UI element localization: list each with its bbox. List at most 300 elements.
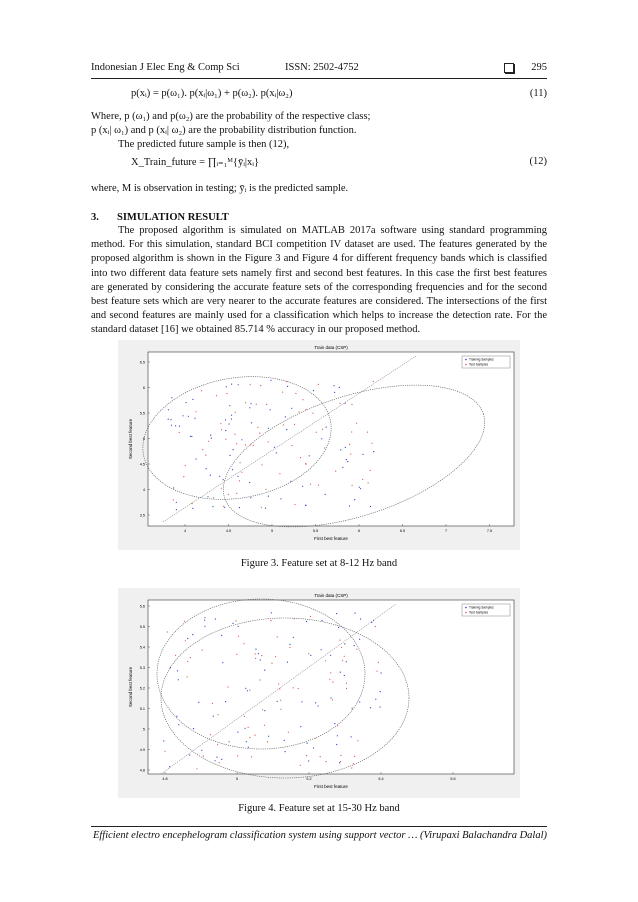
figure-4-caption: Figure 4. Feature set at 15-30 Hz band: [238, 803, 400, 814]
footer-rule: [91, 826, 547, 827]
data-point: [259, 679, 260, 680]
data-point: [354, 645, 355, 646]
data-point: [189, 754, 190, 755]
data-point: [203, 756, 204, 757]
data-point: [370, 506, 371, 507]
data-point: [190, 657, 191, 658]
figure-3: [118, 340, 520, 550]
y-tick-label: 5.2: [139, 686, 145, 691]
data-point: [332, 682, 333, 683]
data-point: [315, 702, 316, 703]
data-point: [349, 505, 350, 506]
data-point: [268, 496, 269, 497]
data-point: [216, 395, 217, 396]
data-point: [280, 700, 281, 701]
data-point: [245, 728, 246, 729]
x-tick-label: 5.2: [306, 777, 312, 781]
y-tick-label: 5: [142, 727, 145, 732]
data-point: [306, 409, 307, 410]
data-point: [300, 726, 301, 727]
legend: [462, 356, 510, 368]
y-tick-label: 3.5: [139, 513, 145, 518]
y-tick-label: 5.4: [139, 645, 145, 650]
data-point: [237, 732, 238, 733]
data-point: [205, 455, 206, 456]
data-point: [202, 650, 203, 651]
data-point: [288, 732, 289, 733]
data-point: [250, 497, 251, 498]
data-point: [233, 449, 234, 450]
data-point: [192, 634, 193, 635]
data-point: [277, 636, 278, 637]
data-point: [353, 763, 354, 764]
legend-marker: [465, 612, 467, 614]
data-point: [178, 724, 179, 725]
data-point: [239, 480, 240, 481]
data-point: [313, 390, 314, 391]
data-point: [229, 455, 230, 456]
y-tick-label: 5: [142, 436, 145, 441]
data-point: [302, 486, 303, 487]
data-point: [349, 444, 350, 445]
data-point: [241, 439, 242, 440]
data-point: [250, 384, 251, 385]
x-tick-label: 5.4: [378, 777, 384, 781]
data-point: [283, 424, 284, 425]
data-point: [285, 751, 286, 752]
data-point: [173, 499, 174, 500]
data-point: [285, 416, 286, 417]
data-point: [175, 655, 176, 656]
data-point: [255, 649, 256, 650]
data-point: [339, 387, 340, 388]
data-point: [306, 621, 307, 622]
data-point: [321, 620, 322, 621]
data-point: [235, 620, 236, 621]
data-point: [229, 405, 230, 406]
data-point: [237, 476, 238, 477]
legend-marker: [465, 364, 467, 366]
data-point: [305, 505, 306, 506]
data-point: [316, 432, 317, 433]
data-point: [192, 399, 193, 400]
data-point: [302, 399, 303, 400]
data-point: [221, 635, 222, 636]
data-point: [380, 691, 381, 692]
data-point: [265, 489, 266, 490]
data-point: [359, 639, 360, 640]
data-point: [179, 432, 180, 433]
data-point: [282, 392, 283, 393]
data-point: [211, 438, 212, 439]
data-point: [371, 622, 372, 623]
data-point: [217, 744, 218, 745]
data-point: [373, 451, 374, 452]
data-point: [170, 667, 171, 668]
data-point: [294, 504, 295, 505]
legend: [462, 604, 510, 616]
data-point: [251, 756, 252, 757]
data-point: [219, 476, 220, 477]
data-point: [210, 734, 211, 735]
equation-12-number: (12): [529, 156, 547, 167]
data-point: [357, 740, 358, 741]
x-tick-label: 5.6: [450, 777, 456, 781]
data-point: [249, 690, 250, 691]
data-point: [228, 686, 229, 687]
data-point: [267, 741, 268, 742]
footer-text: Efficient electro encephelogram classification system using support vector … (Virupaxi Balachandra Dalal): [92, 830, 547, 841]
where-line-1: Where, p (ω₁) and p(ω₂) are the probability of the respective class;: [91, 111, 371, 122]
data-point: [334, 385, 335, 386]
data-point: [187, 661, 188, 662]
data-point: [345, 403, 346, 404]
data-point: [351, 767, 352, 768]
data-point: [298, 411, 299, 412]
data-point: [309, 455, 310, 456]
data-point: [352, 485, 353, 486]
data-point: [346, 688, 347, 689]
where-line-2: p (xᵢ| ω₁) and p (xᵢ| ω₂) are the probability distribution function.: [91, 125, 357, 136]
data-point: [377, 671, 378, 672]
data-point: [232, 623, 233, 624]
x-tick-label: 6.5: [399, 529, 406, 533]
data-point: [175, 425, 176, 426]
data-point: [271, 612, 272, 613]
data-point: [322, 429, 323, 430]
data-point: [321, 438, 322, 439]
y-tick-label: 4.9: [139, 747, 145, 752]
data-point: [225, 701, 226, 702]
data-point: [210, 475, 211, 476]
data-point: [183, 415, 184, 416]
data-point: [284, 740, 285, 741]
data-point: [241, 472, 242, 473]
data-point: [245, 444, 246, 445]
data-point: [351, 404, 352, 405]
data-point: [276, 452, 277, 453]
x-tick-label: 7.5: [486, 529, 493, 533]
data-point: [318, 705, 319, 706]
data-point: [169, 766, 170, 767]
data-point: [247, 690, 248, 691]
data-point: [250, 444, 251, 445]
data-point: [370, 707, 371, 708]
data-point: [268, 428, 269, 429]
data-point: [345, 447, 346, 448]
data-point: [359, 701, 360, 702]
data-point: [188, 416, 189, 417]
data-point: [293, 687, 294, 688]
data-point: [344, 656, 345, 657]
data-point: [232, 469, 233, 470]
data-point: [318, 384, 319, 385]
data-point: [249, 737, 250, 738]
data-point: [240, 462, 241, 463]
data-point: [204, 617, 205, 618]
data-point: [278, 683, 279, 684]
data-point: [231, 384, 232, 385]
data-point: [362, 454, 363, 455]
data-point: [225, 439, 226, 440]
data-point: [258, 653, 259, 654]
data-point: [342, 467, 343, 468]
data-point: [368, 482, 369, 483]
data-point: [308, 653, 309, 654]
data-point: [259, 433, 260, 434]
data-point: [291, 445, 292, 446]
data-point: [305, 463, 306, 464]
data-point: [222, 662, 223, 663]
legend-label: Training Samples: [469, 605, 494, 610]
data-point: [340, 403, 341, 404]
data-point: [238, 636, 239, 637]
data-point: [315, 738, 316, 739]
data-point: [260, 385, 261, 386]
x-tick-label: 5: [270, 529, 274, 533]
data-point: [286, 381, 287, 382]
data-point: [265, 508, 266, 509]
data-point: [245, 402, 246, 403]
data-point: [264, 670, 265, 671]
data-point: [212, 506, 213, 507]
data-point: [307, 743, 308, 744]
x-tick-label: 4: [183, 529, 187, 533]
data-point: [256, 404, 257, 405]
equation-11-number: (11): [529, 88, 547, 99]
data-point: [231, 415, 232, 416]
y-tick-label: 5.1: [139, 706, 145, 711]
data-point: [294, 424, 295, 425]
data-point: [212, 703, 213, 704]
data-point: [177, 670, 178, 671]
data-point: [337, 725, 338, 726]
data-point: [325, 494, 326, 495]
data-point: [350, 453, 351, 454]
data-point: [352, 708, 353, 709]
data-point: [224, 507, 225, 508]
data-point: [191, 436, 192, 437]
x-tick-label: 5.5: [312, 529, 319, 533]
data-point: [375, 626, 376, 627]
data-point: [289, 647, 290, 648]
data-point: [310, 616, 311, 617]
data-point: [251, 422, 252, 423]
data-point: [336, 613, 337, 614]
data-point: [320, 756, 321, 757]
data-point: [179, 426, 180, 427]
data-point: [321, 649, 322, 650]
data-point: [238, 626, 239, 627]
data-point: [221, 759, 222, 760]
equation-12: X_Train_future = ∏ᵢ₌₁ᴹ{ȳᵢ|xᵢ}: [131, 157, 260, 168]
data-point: [194, 418, 195, 419]
data-point: [167, 631, 168, 632]
plot-area: [148, 600, 514, 774]
data-point: [176, 509, 177, 510]
data-point: [178, 679, 179, 680]
data-point: [185, 465, 186, 466]
data-point: [342, 660, 343, 661]
data-point: [306, 755, 307, 756]
data-point: [325, 660, 326, 661]
data-point: [226, 393, 227, 394]
data-point: [198, 702, 199, 703]
data-point: [168, 409, 169, 410]
data-point: [295, 393, 296, 394]
data-point: [245, 688, 246, 689]
data-point: [381, 672, 382, 673]
data-point: [298, 688, 299, 689]
data-point: [261, 464, 262, 465]
data-point: [289, 644, 290, 645]
data-point: [291, 408, 292, 409]
data-point: [360, 488, 361, 489]
data-point: [337, 735, 338, 736]
chart-title: Train data (CSP): [314, 345, 348, 350]
data-point: [251, 403, 252, 404]
data-point: [254, 735, 255, 736]
data-point: [334, 723, 335, 724]
data-point: [176, 716, 177, 717]
data-point: [184, 621, 185, 622]
data-point: [332, 699, 333, 700]
data-point: [378, 662, 379, 663]
x-tick-label: 6: [357, 529, 361, 533]
data-point: [208, 441, 209, 442]
data-point: [165, 751, 166, 752]
data-point: [171, 425, 172, 426]
x-axis-label: First best feature: [314, 784, 348, 789]
data-point: [201, 390, 202, 391]
data-point: [183, 476, 184, 477]
data-point: [300, 765, 301, 766]
data-point: [239, 507, 240, 508]
data-point: [171, 397, 172, 398]
y-tick-label: 5.3: [139, 665, 145, 670]
data-point: [356, 423, 357, 424]
data-point: [226, 386, 227, 387]
data-point: [257, 427, 258, 428]
data-point: [223, 479, 224, 480]
data-point: [192, 508, 193, 509]
y-tick-label: 5.5: [139, 624, 145, 629]
data-point: [204, 620, 205, 621]
data-point: [249, 482, 250, 483]
data-point: [187, 676, 188, 677]
data-point: [354, 613, 355, 614]
data-point: [326, 761, 327, 762]
data-point: [248, 747, 249, 748]
data-point: [193, 728, 194, 729]
data-point: [236, 443, 237, 444]
data-point: [339, 762, 340, 763]
data-point: [270, 409, 271, 410]
journal-name: Indonesian J Elec Eng & Comp Sci: [91, 62, 240, 73]
y-tick-label: 6.5: [139, 360, 145, 365]
issn: ISSN: 2502-4752: [285, 62, 359, 73]
data-point: [218, 714, 219, 715]
data-point: [346, 459, 347, 460]
data-point: [300, 457, 301, 458]
data-point: [246, 741, 247, 742]
data-point: [163, 740, 164, 741]
data-point: [225, 430, 226, 431]
data-point: [346, 661, 347, 662]
data-point: [340, 449, 341, 450]
data-point: [308, 760, 309, 761]
data-point: [329, 679, 330, 680]
chart-title: Train data (CSP): [314, 593, 348, 598]
legend-label: Test Samples: [469, 362, 489, 367]
data-point: [238, 384, 239, 385]
data-point: [330, 672, 331, 673]
data-point: [310, 655, 311, 656]
data-point: [221, 488, 222, 489]
data-point: [223, 506, 224, 507]
data-point: [206, 468, 207, 469]
data-point: [351, 736, 352, 737]
data-point: [270, 620, 271, 621]
data-point: [277, 701, 278, 702]
x-axis-label: First best feature: [314, 536, 348, 541]
data-point: [210, 435, 211, 436]
running-header: [91, 62, 547, 76]
data-point: [373, 381, 374, 382]
y-tick-label: 4.8: [139, 768, 145, 773]
y-tick-label: 4: [142, 487, 145, 492]
data-point: [220, 423, 221, 424]
data-point: [341, 647, 342, 648]
data-point: [196, 458, 197, 459]
equation-11: p(xᵢ) = p(ω₁). p(xᵢ|ω₁) + p(ω₂). p(xᵢ|ω₂): [131, 88, 293, 99]
data-point: [274, 447, 275, 448]
data-point: [236, 493, 237, 494]
data-point: [213, 497, 214, 498]
figure-4-chart: [118, 588, 520, 798]
data-point: [266, 404, 267, 405]
data-point: [176, 502, 177, 503]
data-point: [340, 755, 341, 756]
data-point: [287, 386, 288, 387]
data-point: [334, 392, 335, 393]
section-title: SIMULATION RESULT: [117, 212, 229, 223]
data-point: [375, 699, 376, 700]
data-point: [221, 429, 222, 430]
data-point: [275, 656, 276, 657]
data-point: [339, 640, 340, 641]
data-point: [346, 683, 347, 684]
data-point: [380, 706, 381, 707]
figure-4: [118, 588, 520, 798]
data-point: [313, 747, 314, 748]
data-point: [318, 485, 319, 486]
x-tick-label: 5: [235, 777, 239, 781]
data-point: [326, 427, 327, 428]
page-number: 295: [531, 62, 547, 73]
data-point: [340, 672, 341, 673]
data-point: [359, 487, 360, 488]
data-point: [219, 762, 220, 763]
data-point: [228, 494, 229, 495]
data-point: [213, 716, 214, 717]
data-point: [264, 710, 265, 711]
data-point: [207, 496, 208, 497]
data-point: [301, 701, 302, 702]
data-point: [264, 725, 265, 726]
data-point: [215, 618, 216, 619]
y-tick-label: 5.6: [139, 604, 145, 609]
